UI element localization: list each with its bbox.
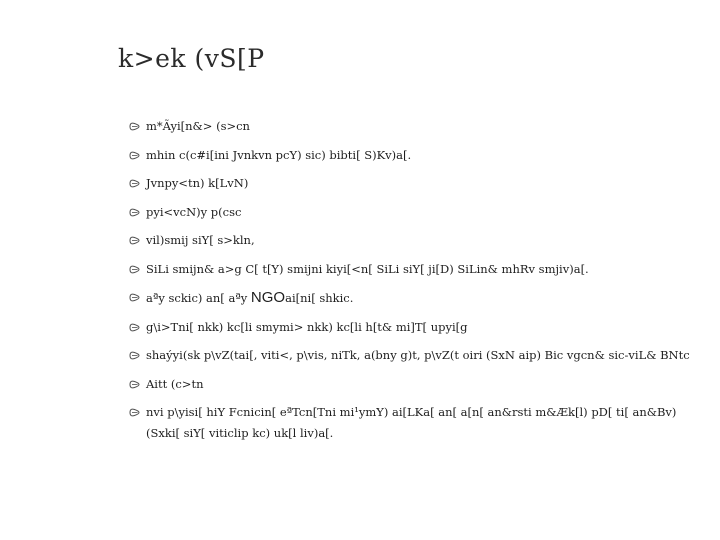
bullet-text: g\i>Tni[ nkk) kc[li smymi> nkk) kc[li h[t& mi]T[ upyi[g — [146, 319, 468, 334]
bullet-marker-icon — [128, 321, 141, 334]
bullet-text: shaýyi(sk p\vZ(tai[, viti<, p\vis, niTk, a(bny g)t, p\vZ(t oiri (SxN aip) Bic vgcn& sic-viL& BNtc — [146, 348, 690, 362]
bullet-marker-icon — [128, 120, 141, 133]
bullet-item — [128, 287, 708, 309]
bullet-text: mhin c(c#i[ini Jvnkvn pcY) sic) bibti[ S)Kv)a[. — [146, 147, 412, 162]
bullet-marker-icon — [128, 378, 141, 391]
bullet-marker-icon — [128, 291, 141, 304]
bullet-text-before: aªy sckic) an[ aªy — [146, 291, 251, 305]
bullet-item — [128, 145, 708, 166]
bullet-marker-icon — [128, 406, 141, 419]
bullet-item — [128, 345, 708, 366]
slide-title: k>ek (vS[P — [118, 44, 265, 73]
bullet-marker-icon — [128, 206, 141, 219]
bullet-item — [128, 259, 708, 280]
bullet-marker-icon — [128, 234, 141, 247]
bullet-text: nvi p\yisi[ hiY Fcnicin[ eªTcn[Tni mi¹ymY) ai[LKa[ an[ a[n[ an&rsti m&Æk[l) pD[ ti[ an&Bv) (Sxki[ siY[ viticlip kc) uk[l liv)a[. — [146, 405, 677, 440]
bullet-item — [128, 374, 708, 395]
bullet-marker-icon — [128, 149, 141, 162]
bullet-text: m*Ãyi[n&> (s>cn — [146, 119, 250, 133]
bullet-text-after: ai[ni[ shkic. — [285, 291, 354, 305]
bullet-marker-icon — [128, 263, 141, 276]
bullet-text: Aitt (c>tn — [146, 376, 204, 391]
bullet-list — [128, 116, 708, 452]
bullet-item — [128, 202, 708, 223]
bullet-marker-icon — [128, 349, 141, 362]
bullet-item — [128, 317, 708, 338]
bullet-item — [128, 402, 708, 444]
bullet-item — [128, 173, 708, 194]
bullet-item — [128, 116, 708, 137]
bullet-marker-icon — [128, 177, 141, 190]
bullet-text: pyi<vcN)y p(csc — [146, 204, 242, 219]
bullet-text: SiLi smijn& a>g C[ t[Y) smijni kiyi[<n[ SiLi siY[ ji[D) SiLin& mhRv smjiv)a[. — [146, 261, 589, 276]
bullet-text: vil)smij siY[ s>kln, — [146, 233, 255, 247]
bullet-text-emphasis: NGO — [250, 289, 286, 306]
bullet-item — [128, 230, 708, 251]
bullet-text: Jvnpy<tn) k[LvN) — [146, 176, 249, 190]
